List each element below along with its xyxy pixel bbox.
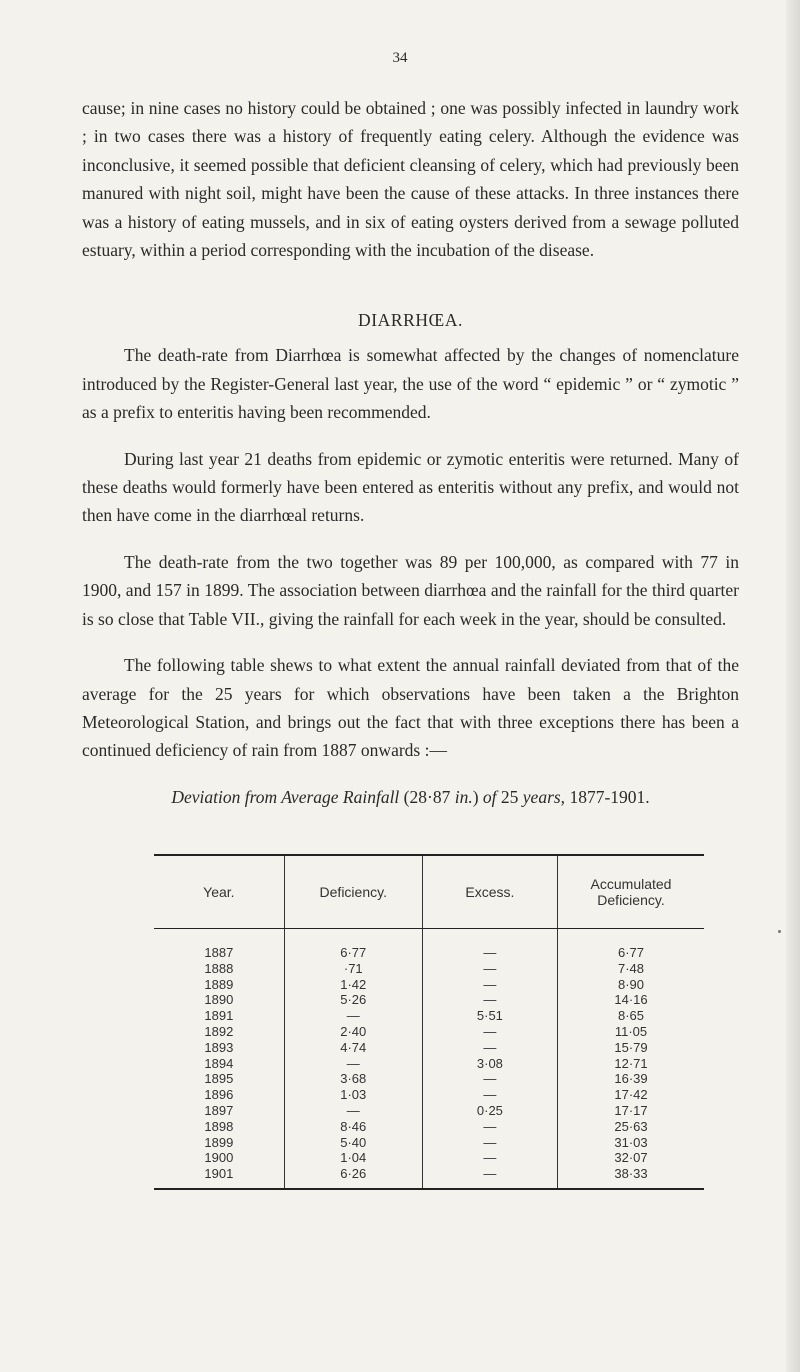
- cell-accumulated: 14·16: [558, 992, 705, 1008]
- table-caption: [82, 783, 739, 811]
- table-row: [154, 1166, 704, 1189]
- cell-deficiency: 5·26: [284, 992, 422, 1008]
- cell-accumulated: 12·71: [558, 1056, 705, 1072]
- cell-excess: —: [422, 1024, 557, 1040]
- page-edge: [786, 0, 800, 1372]
- cell-excess: 5·51: [422, 1008, 557, 1024]
- cell-year: 1891: [204, 1008, 234, 1024]
- cell-deficiency: 1·04: [284, 1150, 422, 1166]
- cell-deficiency: ·71: [284, 961, 422, 977]
- rainfall-table: [154, 854, 704, 1190]
- table-row: [154, 1040, 704, 1056]
- caption-title: Deviation from Average Rainfall: [171, 786, 400, 807]
- cell-year: 1895: [204, 1071, 234, 1087]
- table-row: [154, 1150, 704, 1166]
- caption-unit: in.: [454, 786, 473, 807]
- table-row: [154, 1103, 704, 1119]
- header-accumulated-line2: Deficiency.: [597, 892, 665, 908]
- cell-excess: —: [422, 1040, 557, 1056]
- page-body: [82, 94, 739, 811]
- table-row: [154, 929, 704, 961]
- cell-accumulated: 38·33: [558, 1166, 705, 1189]
- cell-accumulated: 17·42: [558, 1087, 705, 1103]
- cell-year: 1887: [204, 945, 234, 960]
- table-row: [154, 992, 704, 1008]
- caption-years-count: 25: [496, 786, 523, 807]
- cell-accumulated: 6·77: [558, 929, 705, 961]
- cell-accumulated: 11·05: [558, 1024, 705, 1040]
- cell-excess: —: [422, 1166, 557, 1189]
- caption-range: 1877-1901.: [565, 786, 650, 807]
- paragraph-3: The death-rate from the two together was 89 per 100,000, as compared with 77 in 1900, and 157 in 1899. The association between diarrhœa and the rainfall for the third quarter is so close that Table VII., giving the rainfall for each week in the year, should be consulted.: [82, 551, 739, 629]
- cell-deficiency: 3·68: [284, 1071, 422, 1087]
- cell-year: 1890: [204, 992, 234, 1008]
- cell-excess: —: [422, 961, 557, 977]
- cell-excess: —: [422, 1119, 557, 1135]
- paragraph-4: The following table shews to what extent the annual rainfall deviated from that of the average for the 25 years for which observations have been taken a the Brighton Meteorological Station, and brings out the fact that with three exceptions there has been a continued deficiency of rain from 1887 onwards :—: [82, 655, 739, 761]
- table-row: [154, 1071, 704, 1087]
- caption-of: of: [482, 786, 497, 807]
- header-accumulated: [558, 855, 705, 929]
- cell-year: 1898: [204, 1118, 234, 1134]
- cell-year: 1899: [204, 1134, 234, 1150]
- cell-accumulated: 31·03: [558, 1135, 705, 1151]
- table-header-row: [154, 855, 704, 929]
- cell-excess: 3·08: [422, 1056, 557, 1072]
- cell-year: 1896: [204, 1087, 234, 1103]
- cell-excess: —: [422, 929, 557, 961]
- cell-year: 1892: [204, 1023, 234, 1039]
- cell-deficiency: 1·42: [284, 977, 422, 993]
- header-accumulated-line1: Accumulated: [590, 876, 672, 892]
- cell-excess: —: [422, 1087, 557, 1103]
- cell-deficiency: 5·40: [284, 1135, 422, 1151]
- table-row: [154, 1056, 704, 1072]
- cell-excess: —: [422, 977, 557, 993]
- cell-accumulated: 8·90: [558, 977, 705, 993]
- cell-year: 1900: [204, 1150, 234, 1166]
- cell-deficiency: 6·26: [284, 1166, 422, 1189]
- table-row: [154, 1135, 704, 1151]
- cell-year: 1894: [204, 1055, 234, 1071]
- header-deficiency: Deficiency.: [284, 855, 422, 929]
- cell-excess: 0·25: [422, 1103, 557, 1119]
- cell-deficiency: 2·40: [284, 1024, 422, 1040]
- cell-deficiency: 1·03: [284, 1087, 422, 1103]
- header-year: Year.: [154, 855, 284, 929]
- cell-accumulated: 25·63: [558, 1119, 705, 1135]
- cell-year: 1888: [204, 960, 234, 976]
- cell-accumulated: 32·07: [558, 1150, 705, 1166]
- scan-speck: [778, 930, 781, 933]
- cell-year: 1889: [204, 976, 234, 992]
- cell-excess: —: [422, 992, 557, 1008]
- cell-excess: —: [422, 1135, 557, 1151]
- paragraph-2: During last year 21 deaths from epidemic or zymotic enteritis were returned. Many of these deaths would formerly have been entered as enteritis without any prefix, and would not then have come in the diarrhœal returns.: [82, 448, 739, 526]
- cell-year: 1897: [204, 1102, 234, 1118]
- caption-paren: ): [472, 786, 483, 807]
- cell-deficiency: —: [284, 1008, 422, 1024]
- cell-excess: —: [422, 1071, 557, 1087]
- cell-accumulated: 16·39: [558, 1071, 705, 1087]
- cell-deficiency: —: [284, 1103, 422, 1119]
- table-row: [154, 977, 704, 993]
- caption-years-word: years,: [522, 786, 566, 807]
- table-row: [154, 1008, 704, 1024]
- section-heading: DIARRHŒA.: [357, 310, 464, 331]
- page-number: 34: [392, 50, 408, 66]
- paragraph-1: The death-rate from Diarrhœa is somewhat affected by the changes of nomenclature introduced by the Register-General last year, the use of the word “ epidemic ” or “ zymotic ” as a prefix to enteritis having been recommended.: [82, 345, 739, 423]
- table-row: [154, 1024, 704, 1040]
- cell-accumulated: 7·48: [558, 961, 705, 977]
- cell-year: 1893: [204, 1039, 234, 1055]
- table-row: [154, 961, 704, 977]
- cell-accumulated: 17·17: [558, 1103, 705, 1119]
- cell-deficiency: 4·74: [284, 1040, 422, 1056]
- cell-deficiency: —: [284, 1056, 422, 1072]
- table-row: [154, 1087, 704, 1103]
- paragraph-intro: cause; in nine cases no history could be obtained ; one was possibly infected in laundry work ; in two cases there was a history of frequently eating celery. Although the evidence was inconclusive, it seemed possible that deficient cleansing of celery, which had previously been manured with night soil, might have been the cause of these attacks. In three instances there was a history of eating mussels, and in six of eating oysters derived from a sewage polluted estuary, within a period corresponding with the incubation of the disease.: [82, 98, 739, 261]
- cell-year: 1901: [154, 1166, 284, 1189]
- caption-average: (28·87: [399, 786, 455, 807]
- table-row: [154, 1119, 704, 1135]
- cell-accumulated: 15·79: [558, 1040, 705, 1056]
- cell-excess: —: [422, 1150, 557, 1166]
- header-excess: Excess.: [422, 855, 557, 929]
- cell-deficiency: 6·77: [284, 929, 422, 961]
- cell-deficiency: 8·46: [284, 1119, 422, 1135]
- cell-accumulated: 8·65: [558, 1008, 705, 1024]
- table-body: [154, 929, 704, 1189]
